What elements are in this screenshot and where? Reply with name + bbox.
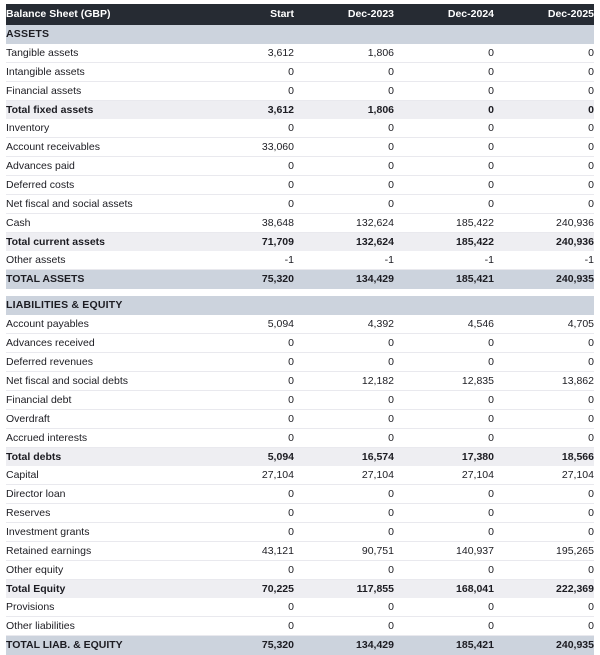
cell-financial-assets-dec-2024: 0: [394, 82, 494, 101]
row-label: Total current assets: [6, 233, 194, 252]
table-row-cash: [6, 214, 594, 233]
cell-liabilities-and-equity-dec-2024: [394, 296, 494, 315]
row-label: Provisions: [6, 598, 194, 617]
cell-total-equity-dec-2025: 222,369: [494, 580, 594, 599]
cell-deferred-costs-dec-2023: 0: [294, 176, 394, 195]
cell-other-assets-dec-2025: -1: [494, 251, 594, 270]
table-body: [6, 25, 594, 655]
row-label: Deferred costs: [6, 176, 194, 195]
cell-advances-received-dec-2025: 0: [494, 334, 594, 353]
total-row-total-assets: [6, 270, 594, 290]
cell-advances-paid-start: 0: [194, 157, 294, 176]
cell-advances-paid-dec-2023: 0: [294, 157, 394, 176]
cell-accrued-interests-dec-2024: 0: [394, 429, 494, 448]
cell-total-current-assets-dec-2024: 185,422: [394, 233, 494, 252]
cell-intangible-assets-start: 0: [194, 63, 294, 82]
row-label: Other assets: [6, 251, 194, 270]
cell-total-fixed-assets-start: 3,612: [194, 101, 294, 120]
table-row-other-assets: [6, 251, 594, 270]
cell-retained-earnings-start: 43,121: [194, 542, 294, 561]
table-row-accrued-interests: [6, 429, 594, 448]
cell-advances-received-dec-2023: 0: [294, 334, 394, 353]
cell-total-equity-dec-2024: 168,041: [394, 580, 494, 599]
table-row-net-fiscal-and-social-debts: [6, 372, 594, 391]
table-row-financial-assets: [6, 82, 594, 101]
cell-total-liab-and-equity-dec-2023: 134,429: [294, 636, 394, 655]
cell-liabilities-and-equity-dec-2023: [294, 296, 394, 315]
cell-financial-debt-dec-2024: 0: [394, 391, 494, 410]
cell-intangible-assets-dec-2023: 0: [294, 63, 394, 82]
cell-advances-received-start: 0: [194, 334, 294, 353]
cell-total-equity-dec-2023: 117,855: [294, 580, 394, 599]
table-row-overdraft: [6, 410, 594, 429]
cell-total-liab-and-equity-start: 75,320: [194, 636, 294, 655]
cell-investment-grants-dec-2025: 0: [494, 523, 594, 542]
cell-tangible-assets-start: 3,612: [194, 44, 294, 63]
cell-capital-dec-2024: 27,104: [394, 466, 494, 485]
cell-advances-received-dec-2024: 0: [394, 334, 494, 353]
balance-sheet-table: [6, 4, 594, 655]
row-label: Net fiscal and social debts: [6, 372, 194, 391]
header-row: [6, 4, 594, 25]
table-row-account-payables: [6, 315, 594, 334]
row-label: Account payables: [6, 315, 194, 334]
cell-tangible-assets-dec-2023: 1,806: [294, 44, 394, 63]
cell-director-loan-start: 0: [194, 485, 294, 504]
cell-account-payables-start: 5,094: [194, 315, 294, 334]
table-row-financial-debt: [6, 391, 594, 410]
row-label: Accrued interests: [6, 429, 194, 448]
subtotal-row-total-current-assets: [6, 233, 594, 252]
table-row-provisions: [6, 598, 594, 617]
cell-net-fiscal-and-social-debts-start: 0: [194, 372, 294, 391]
cell-liabilities-and-equity-dec-2025: [494, 296, 594, 315]
cell-account-receivables-dec-2023: 0: [294, 138, 394, 157]
cell-retained-earnings-dec-2025: 195,265: [494, 542, 594, 561]
cell-accrued-interests-dec-2023: 0: [294, 429, 394, 448]
section-header-assets: [6, 25, 594, 44]
table-row-other-liabilities: [6, 617, 594, 636]
cell-total-fixed-assets-dec-2024: 0: [394, 101, 494, 120]
cell-account-receivables-start: 33,060: [194, 138, 294, 157]
cell-inventory-dec-2025: 0: [494, 119, 594, 138]
cell-total-equity-start: 70,225: [194, 580, 294, 599]
cell-cash-dec-2025: 240,936: [494, 214, 594, 233]
cell-director-loan-dec-2024: 0: [394, 485, 494, 504]
cell-capital-start: 27,104: [194, 466, 294, 485]
cell-investment-grants-start: 0: [194, 523, 294, 542]
cell-cash-start: 38,648: [194, 214, 294, 233]
cell-net-fiscal-and-social-assets-dec-2024: 0: [394, 195, 494, 214]
row-label: Advances received: [6, 334, 194, 353]
cell-other-equity-dec-2025: 0: [494, 561, 594, 580]
cell-other-assets-dec-2023: -1: [294, 251, 394, 270]
row-label: Inventory: [6, 119, 194, 138]
subtotal-row-total-debts: [6, 448, 594, 467]
cell-account-payables-dec-2024: 4,546: [394, 315, 494, 334]
cell-cash-dec-2023: 132,624: [294, 214, 394, 233]
cell-assets-dec-2024: [394, 25, 494, 44]
cell-deferred-revenues-dec-2024: 0: [394, 353, 494, 372]
cell-investment-grants-dec-2024: 0: [394, 523, 494, 542]
cell-capital-dec-2025: 27,104: [494, 466, 594, 485]
table-row-other-equity: [6, 561, 594, 580]
table-row-inventory: [6, 119, 594, 138]
cell-retained-earnings-dec-2023: 90,751: [294, 542, 394, 561]
column-header-dec-2025: Dec-2025: [494, 4, 594, 25]
cell-cash-dec-2024: 185,422: [394, 214, 494, 233]
table-row-advances-paid: [6, 157, 594, 176]
cell-director-loan-dec-2025: 0: [494, 485, 594, 504]
cell-total-debts-dec-2023: 16,574: [294, 448, 394, 467]
section-header-liabilities-and-equity: [6, 296, 594, 315]
cell-deferred-revenues-start: 0: [194, 353, 294, 372]
cell-other-equity-start: 0: [194, 561, 294, 580]
row-label: Advances paid: [6, 157, 194, 176]
cell-deferred-costs-start: 0: [194, 176, 294, 195]
cell-other-liabilities-dec-2025: 0: [494, 617, 594, 636]
table-row-account-receivables: [6, 138, 594, 157]
cell-total-current-assets-start: 71,709: [194, 233, 294, 252]
cell-total-assets-dec-2023: 134,429: [294, 270, 394, 290]
cell-investment-grants-dec-2023: 0: [294, 523, 394, 542]
cell-account-receivables-dec-2025: 0: [494, 138, 594, 157]
cell-provisions-start: 0: [194, 598, 294, 617]
cell-total-liab-and-equity-dec-2025: 240,935: [494, 636, 594, 655]
cell-tangible-assets-dec-2024: 0: [394, 44, 494, 63]
row-label: Financial debt: [6, 391, 194, 410]
cell-total-fixed-assets-dec-2023: 1,806: [294, 101, 394, 120]
row-label: Reserves: [6, 504, 194, 523]
cell-total-fixed-assets-dec-2025: 0: [494, 101, 594, 120]
subtotal-row-total-fixed-assets: [6, 101, 594, 120]
cell-total-current-assets-dec-2025: 240,936: [494, 233, 594, 252]
cell-accrued-interests-start: 0: [194, 429, 294, 448]
table-row-investment-grants: [6, 523, 594, 542]
cell-net-fiscal-and-social-debts-dec-2024: 12,835: [394, 372, 494, 391]
cell-provisions-dec-2023: 0: [294, 598, 394, 617]
cell-account-payables-dec-2023: 4,392: [294, 315, 394, 334]
row-label: Total debts: [6, 448, 194, 467]
row-label: Net fiscal and social assets: [6, 195, 194, 214]
cell-inventory-dec-2023: 0: [294, 119, 394, 138]
cell-other-equity-dec-2024: 0: [394, 561, 494, 580]
table-header: [6, 4, 594, 25]
table-row-capital: [6, 466, 594, 485]
cell-total-assets-dec-2025: 240,935: [494, 270, 594, 290]
cell-reserves-start: 0: [194, 504, 294, 523]
cell-financial-debt-start: 0: [194, 391, 294, 410]
table-row-retained-earnings: [6, 542, 594, 561]
cell-reserves-dec-2024: 0: [394, 504, 494, 523]
column-header-start: Start: [194, 4, 294, 25]
cell-account-payables-dec-2025: 4,705: [494, 315, 594, 334]
cell-accrued-interests-dec-2025: 0: [494, 429, 594, 448]
cell-assets-dec-2025: [494, 25, 594, 44]
cell-net-fiscal-and-social-debts-dec-2025: 13,862: [494, 372, 594, 391]
cell-deferred-costs-dec-2024: 0: [394, 176, 494, 195]
cell-reserves-dec-2025: 0: [494, 504, 594, 523]
cell-net-fiscal-and-social-debts-dec-2023: 12,182: [294, 372, 394, 391]
subtotal-row-total-equity: [6, 580, 594, 599]
column-header-dec-2024: Dec-2024: [394, 4, 494, 25]
cell-retained-earnings-dec-2024: 140,937: [394, 542, 494, 561]
row-label: TOTAL ASSETS: [6, 270, 194, 290]
cell-other-liabilities-dec-2023: 0: [294, 617, 394, 636]
table-row-intangible-assets: [6, 63, 594, 82]
cell-financial-assets-start: 0: [194, 82, 294, 101]
cell-total-debts-start: 5,094: [194, 448, 294, 467]
cell-tangible-assets-dec-2025: 0: [494, 44, 594, 63]
row-label: LIABILITIES & EQUITY: [6, 296, 194, 315]
cell-financial-assets-dec-2023: 0: [294, 82, 394, 101]
row-label: Total fixed assets: [6, 101, 194, 120]
table-title: Balance Sheet (GBP): [6, 4, 194, 25]
cell-net-fiscal-and-social-assets-dec-2023: 0: [294, 195, 394, 214]
row-label: Capital: [6, 466, 194, 485]
row-label: Tangible assets: [6, 44, 194, 63]
section-spacer: [6, 289, 594, 296]
cell-total-assets-dec-2024: 185,421: [394, 270, 494, 290]
row-label: Financial assets: [6, 82, 194, 101]
cell-deferred-revenues-dec-2023: 0: [294, 353, 394, 372]
cell-total-debts-dec-2024: 17,380: [394, 448, 494, 467]
table-row-reserves: [6, 504, 594, 523]
cell-deferred-costs-dec-2025: 0: [494, 176, 594, 195]
cell-total-liab-and-equity-dec-2024: 185,421: [394, 636, 494, 655]
cell-inventory-start: 0: [194, 119, 294, 138]
row-label: Intangible assets: [6, 63, 194, 82]
cell-overdraft-dec-2024: 0: [394, 410, 494, 429]
row-label: Cash: [6, 214, 194, 233]
cell-other-equity-dec-2023: 0: [294, 561, 394, 580]
cell-total-debts-dec-2025: 18,566: [494, 448, 594, 467]
cell-net-fiscal-and-social-assets-start: 0: [194, 195, 294, 214]
table-row-net-fiscal-and-social-assets: [6, 195, 594, 214]
row-label: Deferred revenues: [6, 353, 194, 372]
cell-total-assets-start: 75,320: [194, 270, 294, 290]
row-label: Overdraft: [6, 410, 194, 429]
row-label: Total Equity: [6, 580, 194, 599]
table-row-tangible-assets: [6, 44, 594, 63]
cell-intangible-assets-dec-2024: 0: [394, 63, 494, 82]
cell-financial-debt-dec-2023: 0: [294, 391, 394, 410]
cell-other-liabilities-start: 0: [194, 617, 294, 636]
row-label: Other liabilities: [6, 617, 194, 636]
cell-net-fiscal-and-social-assets-dec-2025: 0: [494, 195, 594, 214]
cell-reserves-dec-2023: 0: [294, 504, 394, 523]
row-label: TOTAL LIAB. & EQUITY: [6, 636, 194, 655]
total-row-total-liab-and-equity: [6, 636, 594, 655]
cell-financial-assets-dec-2025: 0: [494, 82, 594, 101]
row-label: ASSETS: [6, 25, 194, 44]
cell-provisions-dec-2025: 0: [494, 598, 594, 617]
cell-provisions-dec-2024: 0: [394, 598, 494, 617]
cell-overdraft-dec-2023: 0: [294, 410, 394, 429]
row-label: Director loan: [6, 485, 194, 504]
spacer-cell: [6, 289, 594, 296]
table-row-director-loan: [6, 485, 594, 504]
table-row-deferred-revenues: [6, 353, 594, 372]
cell-capital-dec-2023: 27,104: [294, 466, 394, 485]
table-row-advances-received: [6, 334, 594, 353]
cell-liabilities-and-equity-start: [194, 296, 294, 315]
cell-inventory-dec-2024: 0: [394, 119, 494, 138]
cell-other-liabilities-dec-2024: 0: [394, 617, 494, 636]
cell-advances-paid-dec-2024: 0: [394, 157, 494, 176]
cell-assets-dec-2023: [294, 25, 394, 44]
row-label: Investment grants: [6, 523, 194, 542]
cell-assets-start: [194, 25, 294, 44]
row-label: Other equity: [6, 561, 194, 580]
cell-other-assets-start: -1: [194, 251, 294, 270]
cell-deferred-revenues-dec-2025: 0: [494, 353, 594, 372]
column-header-dec-2023: Dec-2023: [294, 4, 394, 25]
cell-director-loan-dec-2023: 0: [294, 485, 394, 504]
row-label: Retained earnings: [6, 542, 194, 561]
cell-overdraft-start: 0: [194, 410, 294, 429]
cell-advances-paid-dec-2025: 0: [494, 157, 594, 176]
cell-intangible-assets-dec-2025: 0: [494, 63, 594, 82]
cell-other-assets-dec-2024: -1: [394, 251, 494, 270]
cell-overdraft-dec-2025: 0: [494, 410, 594, 429]
table-row-deferred-costs: [6, 176, 594, 195]
cell-financial-debt-dec-2025: 0: [494, 391, 594, 410]
row-label: Account receivables: [6, 138, 194, 157]
cell-account-receivables-dec-2024: 0: [394, 138, 494, 157]
cell-total-current-assets-dec-2023: 132,624: [294, 233, 394, 252]
